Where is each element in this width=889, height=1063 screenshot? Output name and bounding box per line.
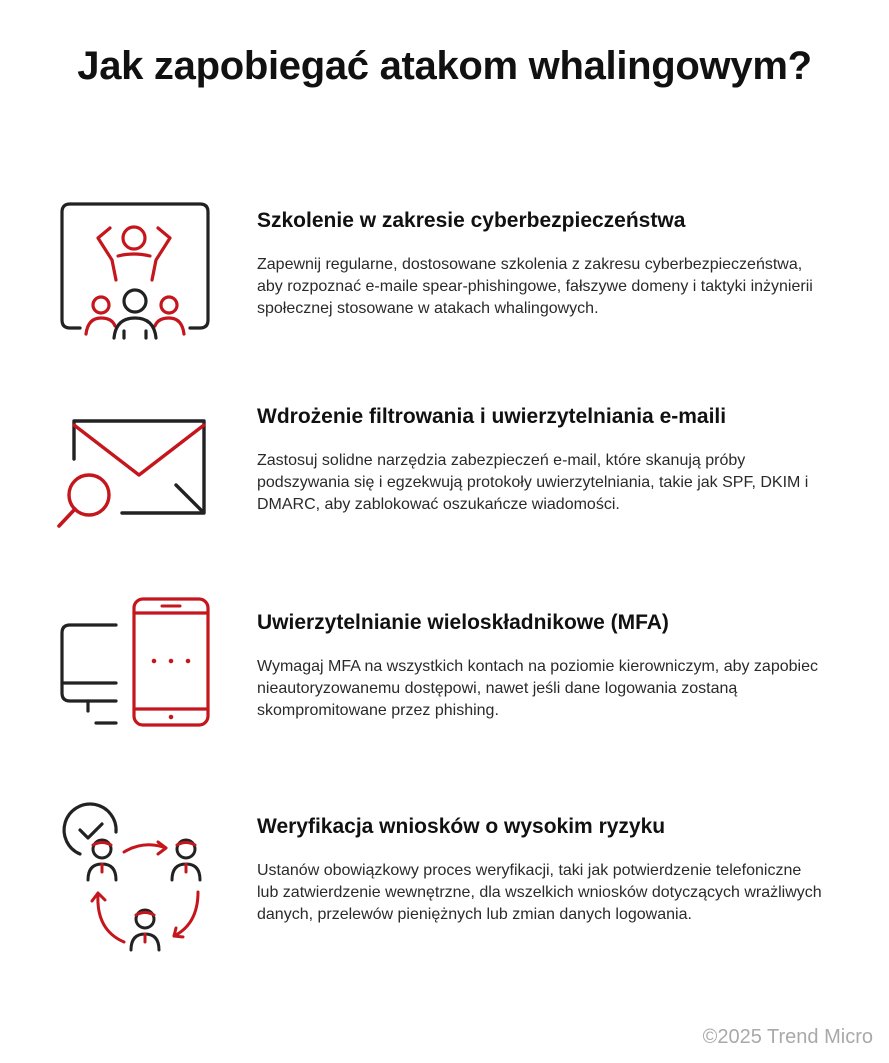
monitor-phone-icon — [52, 595, 218, 745]
tip-heading: Uwierzytelnianie wieloskładnikowe (MFA) — [257, 611, 669, 634]
tip-text — [257, 815, 827, 926]
envelope-search-icon — [52, 409, 218, 559]
tip-description: Wymagaj MFA na wszystkich kontach na poziomie kierowniczym, aby zapobiec nieautoryzowanemu dostępowi, nawet jeśli dane logowania zostaną skompromitowane przez phishing. — [257, 658, 818, 719]
tip-text — [257, 611, 827, 722]
tip-heading: Wdrożenie filtrowania i uwierzytelniania e-maili — [257, 405, 727, 428]
tip-heading: Weryfikacja wniosków o wysokim ryzyku — [257, 815, 666, 838]
page-title: Jak zapobiegać atakom whalingowym? — [77, 44, 812, 88]
tip-description: Ustanów obowiązkowy proces weryfikacji, taki jak potwierdzenie telefoniczne lub zatwierdzenie wewnętrzne, dla wszelkich wniosków dotyczących wrażliwych danych, przelewów pieniężnych lub zmian danych logowania. — [257, 862, 822, 923]
tip-description: Zastosuj solidne narzędzia zabezpieczeń e-mail, które skanują próby podszywania się i egzekwują protokoły uwierzytelniania, takie jak SPF, DKIM i DMARC, aby zablokować oszukańcze wiadomości. — [257, 452, 809, 513]
tip-text — [257, 405, 827, 516]
tip-text — [257, 209, 827, 320]
verification-cycle-icon — [52, 800, 218, 950]
copyright-notice: ©2025 Trend Micro — [702, 1026, 873, 1048]
training-group-icon — [52, 198, 218, 348]
tip-heading: Szkolenie w zakresie cyberbezpieczeństwa — [257, 209, 686, 232]
tip-description: Zapewnij regularne, dostosowane szkolenia z zakresu cyberbezpieczeństwa, aby rozpoznać e-maile spear-phishingowe, fałszywe domeny i taktyki inżynierii społecznej stosowane w atakach whalingowych. — [257, 256, 813, 317]
